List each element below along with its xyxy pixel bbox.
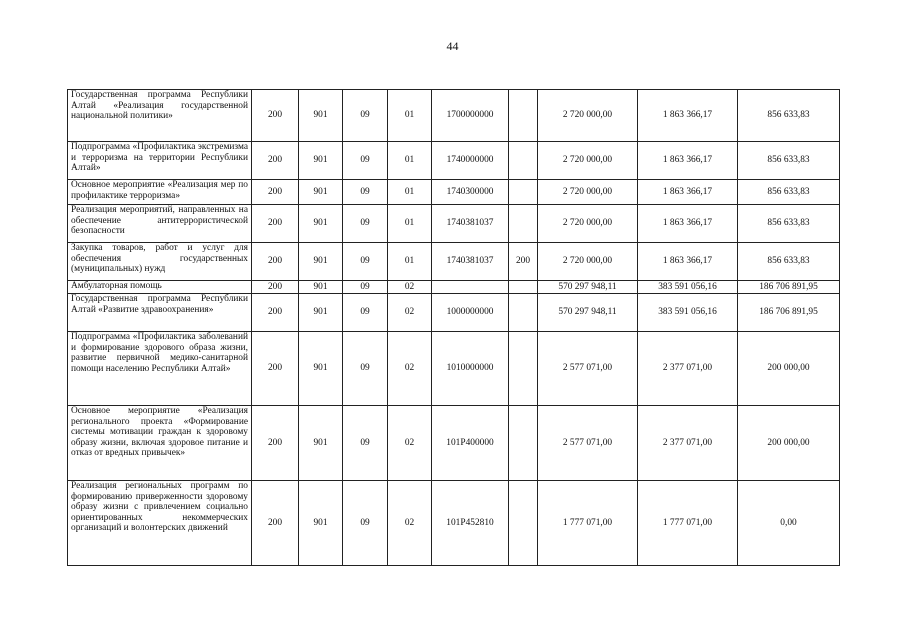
code-200-cell: 200 bbox=[252, 180, 299, 205]
executed-amount-cell: 383 591 056,16 bbox=[638, 294, 738, 332]
target-article-cell: 1740300000 bbox=[432, 180, 509, 205]
table-row bbox=[68, 332, 840, 406]
subsection-cell: 01 bbox=[388, 243, 432, 281]
row-name-cell: Реализация региональных программ по формированию приверженности здоровому образу жизни с привлечением социально ориентированных некоммерческих организаций и волонтерских движений bbox=[68, 481, 252, 566]
approved-amount-cell: 2 720 000,00 bbox=[538, 142, 638, 180]
approved-amount-cell: 1 777 071,00 bbox=[538, 481, 638, 566]
code-901-cell: 901 bbox=[299, 332, 343, 406]
row-name-cell: Подпрограмма «Профилактика заболеваний и формирование здорового образа жизни, развитие первичной медико-санитарной помощи населению Республики Алтай» bbox=[68, 332, 252, 406]
section-cell: 09 bbox=[343, 205, 388, 243]
subsection-cell: 02 bbox=[388, 294, 432, 332]
subsection-cell: 01 bbox=[388, 142, 432, 180]
approved-amount-cell: 2 720 000,00 bbox=[538, 243, 638, 281]
target-article-cell: 1000000000 bbox=[432, 294, 509, 332]
approved-amount-cell: 570 297 948,11 bbox=[538, 294, 638, 332]
expense-type-cell bbox=[509, 205, 538, 243]
code-200-cell: 200 bbox=[252, 294, 299, 332]
code-901-cell: 901 bbox=[299, 281, 343, 294]
target-article-cell: 101P400000 bbox=[432, 406, 509, 481]
unexecuted-amount-cell: 856 633,83 bbox=[738, 90, 840, 142]
subsection-cell: 02 bbox=[388, 332, 432, 406]
subsection-cell: 01 bbox=[388, 90, 432, 142]
unexecuted-amount-cell: 856 633,83 bbox=[738, 243, 840, 281]
code-901-cell: 901 bbox=[299, 243, 343, 281]
page-number: 44 bbox=[446, 39, 459, 53]
code-901-cell: 901 bbox=[299, 406, 343, 481]
unexecuted-amount-cell: 186 706 891,95 bbox=[738, 294, 840, 332]
row-name-cell: Государственная программа Республики Алтай «Реализация государственной национальной политики» bbox=[68, 90, 252, 142]
approved-amount-cell: 2 720 000,00 bbox=[538, 90, 638, 142]
target-article-cell: 101P452810 bbox=[432, 481, 509, 566]
approved-amount-cell: 2 577 071,00 bbox=[538, 332, 638, 406]
row-name-cell: Закупка товаров, работ и услуг для обеспечения государственных (муниципальных) нужд bbox=[68, 243, 252, 281]
code-200-cell: 200 bbox=[252, 481, 299, 566]
target-article-cell: 1740381037 bbox=[432, 243, 509, 281]
code-901-cell: 901 bbox=[299, 90, 343, 142]
approved-amount-cell: 2 720 000,00 bbox=[538, 180, 638, 205]
code-200-cell: 200 bbox=[252, 332, 299, 406]
section-cell: 09 bbox=[343, 142, 388, 180]
row-name-cell: Реализация мероприятий, направленных на обеспечение антитеррористической безопасности bbox=[68, 205, 252, 243]
approved-amount-cell: 570 297 948,11 bbox=[538, 281, 638, 294]
budget-table bbox=[67, 89, 840, 566]
section-cell: 09 bbox=[343, 180, 388, 205]
executed-amount-cell: 2 377 071,00 bbox=[638, 406, 738, 481]
subsection-cell: 01 bbox=[388, 205, 432, 243]
code-901-cell: 901 bbox=[299, 142, 343, 180]
subsection-cell: 02 bbox=[388, 406, 432, 481]
expense-type-cell bbox=[509, 406, 538, 481]
executed-amount-cell: 2 377 071,00 bbox=[638, 332, 738, 406]
unexecuted-amount-cell: 200 000,00 bbox=[738, 332, 840, 406]
row-name-cell: Основное мероприятие «Реализация мер по профилактике терроризма» bbox=[68, 180, 252, 205]
table-row bbox=[68, 294, 840, 332]
expense-type-cell bbox=[509, 481, 538, 566]
table-row bbox=[68, 481, 840, 566]
table-row bbox=[68, 180, 840, 205]
approved-amount-cell: 2 577 071,00 bbox=[538, 406, 638, 481]
table-body bbox=[68, 90, 840, 566]
unexecuted-amount-cell: 0,00 bbox=[738, 481, 840, 566]
executed-amount-cell: 1 863 366,17 bbox=[638, 142, 738, 180]
expense-type-cell bbox=[509, 142, 538, 180]
approved-amount-cell: 2 720 000,00 bbox=[538, 205, 638, 243]
unexecuted-amount-cell: 856 633,83 bbox=[738, 205, 840, 243]
executed-amount-cell: 1 777 071,00 bbox=[638, 481, 738, 566]
section-cell: 09 bbox=[343, 281, 388, 294]
table-row bbox=[68, 406, 840, 481]
section-cell: 09 bbox=[343, 294, 388, 332]
table-row bbox=[68, 205, 840, 243]
code-901-cell: 901 bbox=[299, 481, 343, 566]
table-row bbox=[68, 142, 840, 180]
expense-type-cell bbox=[509, 180, 538, 205]
code-901-cell: 901 bbox=[299, 205, 343, 243]
executed-amount-cell: 1 863 366,17 bbox=[638, 243, 738, 281]
subsection-cell: 01 bbox=[388, 180, 432, 205]
code-200-cell: 200 bbox=[252, 281, 299, 294]
executed-amount-cell: 1 863 366,17 bbox=[638, 90, 738, 142]
row-name-cell: Амбулаторная помощь bbox=[68, 281, 252, 294]
target-article-cell bbox=[432, 281, 509, 294]
unexecuted-amount-cell: 856 633,83 bbox=[738, 142, 840, 180]
row-name-cell: Подпрограмма «Профилактика экстремизма и терроризма на территории Республики Алтай» bbox=[68, 142, 252, 180]
code-200-cell: 200 bbox=[252, 406, 299, 481]
section-cell: 09 bbox=[343, 243, 388, 281]
expense-type-cell bbox=[509, 294, 538, 332]
section-cell: 09 bbox=[343, 406, 388, 481]
section-cell: 09 bbox=[343, 332, 388, 406]
executed-amount-cell: 1 863 366,17 bbox=[638, 180, 738, 205]
code-901-cell: 901 bbox=[299, 180, 343, 205]
target-article-cell: 1010000000 bbox=[432, 332, 509, 406]
target-article-cell: 1740381037 bbox=[432, 205, 509, 243]
code-901-cell: 901 bbox=[299, 294, 343, 332]
expense-type-cell bbox=[509, 281, 538, 294]
code-200-cell: 200 bbox=[252, 243, 299, 281]
subsection-cell: 02 bbox=[388, 281, 432, 294]
row-name-cell: Государственная программа Республики Алтай «Развитие здравоохранения» bbox=[68, 294, 252, 332]
subsection-cell: 02 bbox=[388, 481, 432, 566]
code-200-cell: 200 bbox=[252, 90, 299, 142]
section-cell: 09 bbox=[343, 90, 388, 142]
expense-type-cell: 200 bbox=[509, 243, 538, 281]
target-article-cell: 1700000000 bbox=[432, 90, 509, 142]
unexecuted-amount-cell: 856 633,83 bbox=[738, 180, 840, 205]
unexecuted-amount-cell: 200 000,00 bbox=[738, 406, 840, 481]
table-row bbox=[68, 281, 840, 294]
executed-amount-cell: 383 591 056,16 bbox=[638, 281, 738, 294]
table-row bbox=[68, 243, 840, 281]
unexecuted-amount-cell: 186 706 891,95 bbox=[738, 281, 840, 294]
table-row bbox=[68, 90, 840, 142]
expense-type-cell bbox=[509, 90, 538, 142]
expense-type-cell bbox=[509, 332, 538, 406]
target-article-cell: 1740000000 bbox=[432, 142, 509, 180]
section-cell: 09 bbox=[343, 481, 388, 566]
row-name-cell: Основное мероприятие «Реализация регионального проекта «Формирование системы мотивации граждан к здоровому образу жизни, включая здоровое питание и отказ от вредных привычек» bbox=[68, 406, 252, 481]
executed-amount-cell: 1 863 366,17 bbox=[638, 205, 738, 243]
code-200-cell: 200 bbox=[252, 205, 299, 243]
code-200-cell: 200 bbox=[252, 142, 299, 180]
